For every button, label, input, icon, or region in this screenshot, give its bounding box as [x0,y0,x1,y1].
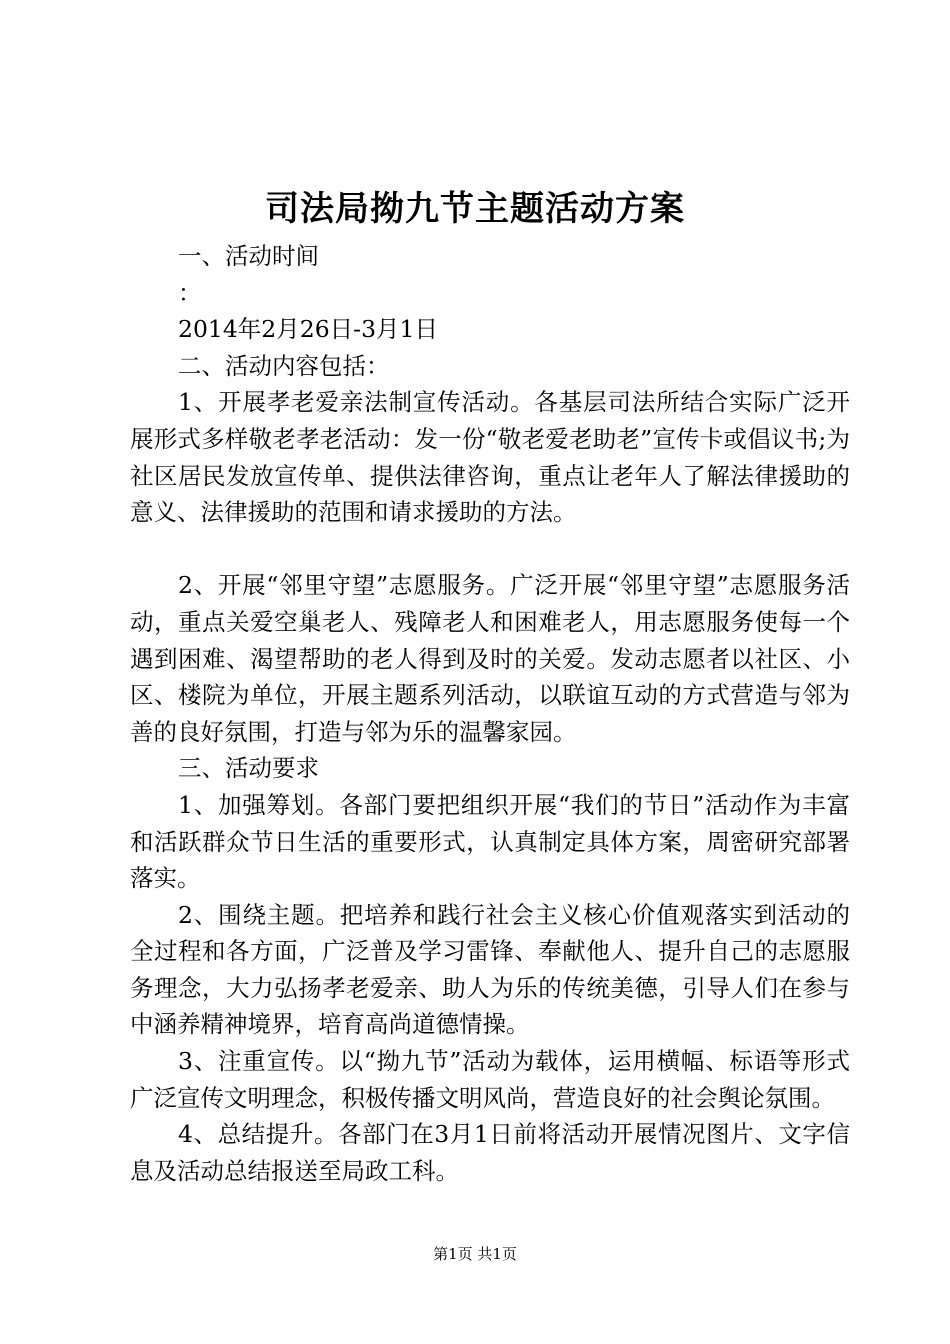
paragraph-requirement-2: 2、围绕主题。把培养和践行社会主义核心价值观落实到活动的全过程和各方面，广泛普及学习雷锋、奉献他人、提升自己的志愿服务理念，大力弘扬孝老爱亲、助人为乐的传统美德，引导人们在参与中涵养精神境界，培育高尚道德情操。 [130,900,850,1039]
paragraph-content-1: 1、开展孝老爱亲法制宣传活动。各基层司法所结合实际广泛开展形式多样敬老孝老活动：发一份“敬老爱老助老”宣传卡或倡议书;为社区居民发放宣传单、提供法律咨询，重点让老年人了解法律援助的意义、法律援助的范围和请求援助的方法。 [130,388,850,527]
paragraph-requirement-1: 1、加强筹划。各部门要把组织开展“我们的节日”活动作为丰富和活跃群众节日生活的重要形式，认真制定具体方案，周密研究部署落实。 [130,790,850,893]
section-heading-content: 二、活动内容包括： [178,351,390,380]
paragraph-colon: ： [178,278,202,307]
paragraph-content-2: 2、开展“邻里守望”志愿服务。广泛开展“邻里守望”志愿服务活动，重点关爱空巢老人、残障老人和困难老人，用志愿服务使每一个遇到困难、渴望帮助的老人得到及时的关爱。发动志愿者以社区、小区、楼院为单位，开展主题系列活动，以联谊互动的方式营造与邻为善的良好氛围，打造与邻为乐的温馨家园。 [130,571,850,746]
paragraph-requirement-4: 4、总结提升。各部门在3月1日前将活动开展情况图片、文字信息及活动总结报送至局政工科。 [130,1120,850,1185]
paragraph-gap [130,531,850,568]
document-body [130,238,850,1189]
section-heading-requirements: 三、活动要求 [178,754,319,783]
paragraph-date: 2014年2月26日-3月1日 [178,315,439,344]
paragraph-requirement-3: 3、注重宣传。以“拗九节”活动为载体，运用横幅、标语等形式广泛宣传文明理念，积极传播文明风尚，营造良好的社会舆论氛围。 [130,1047,850,1112]
page-footer: 第1页 共1页 [433,1245,517,1263]
document-title: 司法局拗九节主题活动方案 [265,189,685,229]
section-heading-time: 一、活动时间 [178,242,319,270]
